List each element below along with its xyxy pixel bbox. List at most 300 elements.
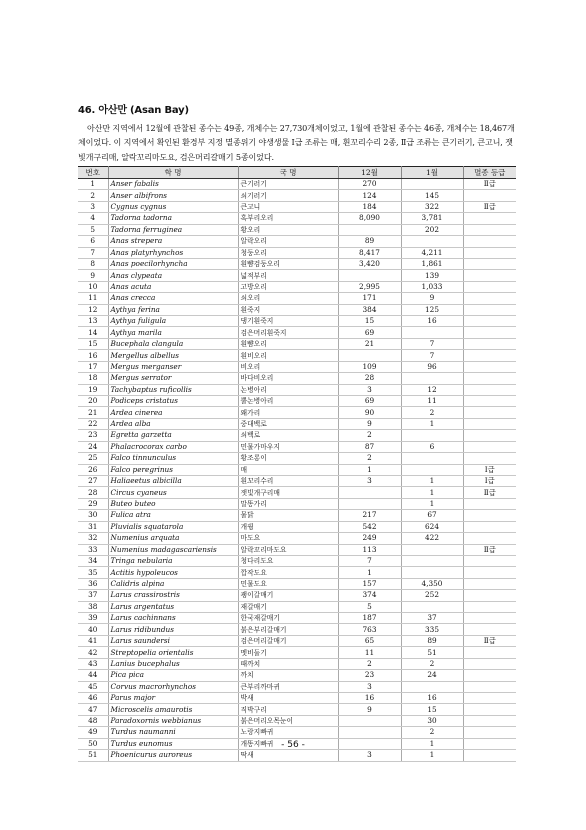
- table-row: [78, 350, 516, 361]
- cell-scientific-name: Aythya fuligula: [108, 316, 238, 327]
- cell-endangered-grade: [463, 692, 516, 703]
- cell-december-count: 9: [338, 418, 401, 429]
- cell-january-count: 2: [401, 727, 463, 738]
- cell-endangered-grade: [463, 407, 516, 418]
- cell-korean-name: 논병아리: [238, 384, 338, 395]
- cell-number: 50: [78, 738, 108, 749]
- cell-number: 14: [78, 327, 108, 338]
- cell-endangered-grade: [463, 236, 516, 247]
- table-row: [78, 692, 516, 703]
- cell-january-count: 335: [401, 624, 463, 635]
- table-row: [78, 304, 516, 315]
- cell-december-count: 8,090: [338, 213, 401, 224]
- cell-endangered-grade: Ⅱ급: [463, 487, 516, 498]
- table-row: [78, 567, 516, 578]
- cell-december-count: 157: [338, 578, 401, 589]
- table-row: [78, 704, 516, 715]
- table-row: [78, 270, 516, 281]
- table-row: [78, 407, 516, 418]
- cell-endangered-grade: [463, 590, 516, 601]
- cell-number: 40: [78, 624, 108, 635]
- cell-korean-name: 황조롱이: [238, 453, 338, 464]
- cell-endangered-grade: [463, 555, 516, 566]
- cell-korean-name: 쇠기러기: [238, 190, 338, 201]
- cell-december-count: 7: [338, 555, 401, 566]
- cell-january-count: 1,861: [401, 258, 463, 269]
- table-row: [78, 418, 516, 429]
- cell-endangered-grade: [463, 453, 516, 464]
- cell-number: 6: [78, 236, 108, 247]
- table-row: [78, 750, 516, 761]
- cell-scientific-name: Falco peregrinus: [108, 464, 238, 475]
- cell-january-count: 1: [401, 475, 463, 486]
- cell-korean-name: 때까치: [238, 658, 338, 669]
- cell-korean-name: 큰부리까마귀: [238, 681, 338, 692]
- cell-number: 11: [78, 293, 108, 304]
- table-row: [78, 384, 516, 395]
- table-row: [78, 635, 516, 646]
- table-row: [78, 373, 516, 384]
- header-endangered-grade: 멸종 등급: [463, 167, 516, 179]
- cell-endangered-grade: [463, 361, 516, 372]
- cell-january-count: 24: [401, 670, 463, 681]
- table-row: [78, 613, 516, 624]
- cell-korean-name: 개꿩: [238, 521, 338, 532]
- cell-scientific-name: Bucephala clangula: [108, 338, 238, 349]
- cell-number: 8: [78, 258, 108, 269]
- cell-december-count: 184: [338, 201, 401, 212]
- table-row: [78, 715, 516, 726]
- cell-endangered-grade: [463, 681, 516, 692]
- cell-korean-name: 마도요: [238, 533, 338, 544]
- cell-endangered-grade: [463, 350, 516, 361]
- cell-scientific-name: Tadorna tadorna: [108, 213, 238, 224]
- cell-december-count: 2: [338, 430, 401, 441]
- cell-scientific-name: Egretta garzetta: [108, 430, 238, 441]
- cell-scientific-name: Aythya marila: [108, 327, 238, 338]
- cell-december-count: 1: [338, 567, 401, 578]
- cell-korean-name: 멧비둘기: [238, 647, 338, 658]
- cell-january-count: 30: [401, 715, 463, 726]
- cell-december-count: 23: [338, 670, 401, 681]
- cell-january-count: 96: [401, 361, 463, 372]
- cell-january-count: 15: [401, 704, 463, 715]
- table-row: [78, 544, 516, 555]
- cell-number: 16: [78, 350, 108, 361]
- cell-endangered-grade: [463, 441, 516, 452]
- cell-december-count: 9: [338, 704, 401, 715]
- cell-number: 17: [78, 361, 108, 372]
- cell-endangered-grade: [463, 658, 516, 669]
- cell-endangered-grade: [463, 418, 516, 429]
- cell-scientific-name: Paradoxornis webbianus: [108, 715, 238, 726]
- cell-korean-name: 중대백로: [238, 418, 338, 429]
- cell-endangered-grade: [463, 613, 516, 624]
- cell-december-count: 384: [338, 304, 401, 315]
- cell-number: 13: [78, 316, 108, 327]
- cell-endangered-grade: [463, 510, 516, 521]
- cell-scientific-name: Streptopelia orientalis: [108, 647, 238, 658]
- cell-december-count: 28: [338, 373, 401, 384]
- table-row: [78, 327, 516, 338]
- cell-december-count: 763: [338, 624, 401, 635]
- cell-january-count: 1: [401, 418, 463, 429]
- table-row: [78, 236, 516, 247]
- cell-korean-name: 재갈매기: [238, 601, 338, 612]
- cell-korean-name: 까치: [238, 670, 338, 681]
- table-row: [78, 293, 516, 304]
- cell-number: 44: [78, 670, 108, 681]
- cell-scientific-name: Haliaeetus albicilla: [108, 475, 238, 486]
- cell-korean-name: 말똥가리: [238, 498, 338, 509]
- table-row: [78, 201, 516, 212]
- cell-scientific-name: Pluvialis squatarola: [108, 521, 238, 532]
- cell-endangered-grade: [463, 338, 516, 349]
- table-row: [78, 578, 516, 589]
- cell-korean-name: 흰뺨오리: [238, 338, 338, 349]
- table-row: [78, 213, 516, 224]
- cell-january-count: 202: [401, 224, 463, 235]
- table-row: [78, 316, 516, 327]
- cell-korean-name: 잿빛개구리매: [238, 487, 338, 498]
- cell-december-count: 1: [338, 464, 401, 475]
- cell-number: 15: [78, 338, 108, 349]
- cell-december-count: 3: [338, 384, 401, 395]
- table-row: [78, 338, 516, 349]
- cell-january-count: 1: [401, 750, 463, 761]
- cell-december-count: [338, 270, 401, 281]
- cell-number: 48: [78, 715, 108, 726]
- cell-korean-name: 물닭: [238, 510, 338, 521]
- cell-number: 46: [78, 692, 108, 703]
- cell-scientific-name: Anser fabalis: [108, 179, 238, 190]
- cell-number: 32: [78, 533, 108, 544]
- table-row: [78, 510, 516, 521]
- cell-number: 21: [78, 407, 108, 418]
- summary-paragraph: [78, 121, 518, 164]
- table-header-row: [78, 167, 516, 179]
- cell-korean-name: 붉은부리갈매기: [238, 624, 338, 635]
- cell-number: 31: [78, 521, 108, 532]
- cell-scientific-name: Anas poecilorhyncha: [108, 258, 238, 269]
- cell-scientific-name: Microscelis amaurotis: [108, 704, 238, 715]
- cell-january-count: 3,781: [401, 213, 463, 224]
- cell-january-count: 9: [401, 293, 463, 304]
- cell-korean-name: 비오리: [238, 361, 338, 372]
- cell-endangered-grade: [463, 396, 516, 407]
- table-row: [78, 555, 516, 566]
- cell-number: 34: [78, 555, 108, 566]
- cell-korean-name: 고방오리: [238, 281, 338, 292]
- cell-number: 39: [78, 613, 108, 624]
- cell-number: 3: [78, 201, 108, 212]
- cell-endangered-grade: [463, 373, 516, 384]
- summary-text: 아산만 지역에서 12월에 관찰된 종수는 49종, 개체수는 27,730개체이었고, 1월에 관찰된 종수는 46종, 개체수는 18,467개체이었다. 이 지역에서 확인된 환경부 지정 멸종위기 야생생물 Ⅰ급 조류는 매, 흰꼬리수리 2종, Ⅱ급 조류는 큰기러기, 큰고니, 잿빛개구리매, 알락꼬리마도요, 검은머리갈매기 5종이었다.: [78, 123, 515, 162]
- cell-number: 35: [78, 567, 108, 578]
- table-row: [78, 464, 516, 475]
- cell-december-count: 21: [338, 338, 401, 349]
- cell-endangered-grade: [463, 521, 516, 532]
- cell-scientific-name: Turdus naumanni: [108, 727, 238, 738]
- cell-endangered-grade: [463, 704, 516, 715]
- cell-endangered-grade: [463, 316, 516, 327]
- cell-number: 30: [78, 510, 108, 521]
- cell-january-count: 2: [401, 407, 463, 418]
- cell-endangered-grade: [463, 601, 516, 612]
- cell-december-count: 3: [338, 475, 401, 486]
- cell-december-count: [338, 350, 401, 361]
- cell-scientific-name: Anas strepera: [108, 236, 238, 247]
- cell-january-count: 6: [401, 441, 463, 452]
- cell-scientific-name: Numenius arquata: [108, 533, 238, 544]
- cell-december-count: 113: [338, 544, 401, 555]
- cell-korean-name: 큰기러기: [238, 179, 338, 190]
- cell-january-count: [401, 464, 463, 475]
- cell-korean-name: 괭이갈매기: [238, 590, 338, 601]
- cell-number: 41: [78, 635, 108, 646]
- cell-scientific-name: Ardea alba: [108, 418, 238, 429]
- section-heading: 46. 아산만 (Asan Bay): [78, 105, 189, 116]
- cell-january-count: [401, 373, 463, 384]
- cell-korean-name: 붉은머리오목눈이: [238, 715, 338, 726]
- table-row: [78, 658, 516, 669]
- cell-scientific-name: Falco tinnunculus: [108, 453, 238, 464]
- cell-scientific-name: Corvus macrorhynchos: [108, 681, 238, 692]
- cell-january-count: 1: [401, 487, 463, 498]
- table-row: [78, 396, 516, 407]
- cell-endangered-grade: [463, 304, 516, 315]
- cell-scientific-name: Larus cachinnans: [108, 613, 238, 624]
- cell-december-count: [338, 498, 401, 509]
- bird-observation-table: [78, 166, 516, 762]
- cell-number: 29: [78, 498, 108, 509]
- cell-january-count: [401, 681, 463, 692]
- cell-endangered-grade: Ⅰ급: [463, 464, 516, 475]
- cell-korean-name: 알락오리: [238, 236, 338, 247]
- cell-january-count: 4,211: [401, 247, 463, 258]
- cell-january-count: 11: [401, 396, 463, 407]
- cell-number: 51: [78, 750, 108, 761]
- cell-number: 25: [78, 453, 108, 464]
- cell-korean-name: 쇠오리: [238, 293, 338, 304]
- cell-number: 26: [78, 464, 108, 475]
- cell-january-count: [401, 567, 463, 578]
- cell-january-count: 252: [401, 590, 463, 601]
- cell-december-count: 2,995: [338, 281, 401, 292]
- cell-endangered-grade: Ⅱ급: [463, 544, 516, 555]
- table-row: [78, 430, 516, 441]
- cell-endangered-grade: [463, 533, 516, 544]
- cell-january-count: 624: [401, 521, 463, 532]
- cell-endangered-grade: Ⅱ급: [463, 201, 516, 212]
- cell-december-count: 187: [338, 613, 401, 624]
- cell-korean-name: 바다비오리: [238, 373, 338, 384]
- cell-january-count: 37: [401, 613, 463, 624]
- table-row: [78, 521, 516, 532]
- cell-scientific-name: Calidris alpina: [108, 578, 238, 589]
- cell-december-count: 15: [338, 316, 401, 327]
- cell-korean-name: 큰고니: [238, 201, 338, 212]
- cell-number: 24: [78, 441, 108, 452]
- cell-scientific-name: Larus argentatus: [108, 601, 238, 612]
- cell-december-count: 217: [338, 510, 401, 521]
- cell-january-count: 1,033: [401, 281, 463, 292]
- cell-december-count: 89: [338, 236, 401, 247]
- cell-endangered-grade: [463, 258, 516, 269]
- cell-december-count: [338, 224, 401, 235]
- cell-december-count: [338, 727, 401, 738]
- cell-endangered-grade: [463, 293, 516, 304]
- table-row: [78, 670, 516, 681]
- cell-january-count: 322: [401, 201, 463, 212]
- table-row: [78, 179, 516, 190]
- header-scientific-name: 학 명: [108, 167, 238, 179]
- cell-december-count: 374: [338, 590, 401, 601]
- cell-january-count: 1: [401, 738, 463, 749]
- cell-december-count: 542: [338, 521, 401, 532]
- cell-december-count: [338, 487, 401, 498]
- cell-scientific-name: Podiceps cristatus: [108, 396, 238, 407]
- cell-january-count: 7: [401, 338, 463, 349]
- cell-january-count: [401, 236, 463, 247]
- cell-scientific-name: Mergus merganser: [108, 361, 238, 372]
- cell-endangered-grade: [463, 430, 516, 441]
- cell-number: 33: [78, 544, 108, 555]
- page-number: - 56 -: [281, 740, 305, 750]
- cell-january-count: 139: [401, 270, 463, 281]
- cell-number: 27: [78, 475, 108, 486]
- cell-endangered-grade: [463, 647, 516, 658]
- cell-korean-name: 알락꼬리마도요: [238, 544, 338, 555]
- cell-korean-name: 한국재갈매기: [238, 613, 338, 624]
- cell-scientific-name: Larus crassirostris: [108, 590, 238, 601]
- cell-scientific-name: Numenius madagascariensis: [108, 544, 238, 555]
- cell-endangered-grade: [463, 384, 516, 395]
- cell-number: 10: [78, 281, 108, 292]
- cell-number: 36: [78, 578, 108, 589]
- cell-endangered-grade: [463, 624, 516, 635]
- table-row: [78, 590, 516, 601]
- cell-scientific-name: Buteo buteo: [108, 498, 238, 509]
- cell-korean-name: 깝작도요: [238, 567, 338, 578]
- cell-january-count: 16: [401, 316, 463, 327]
- cell-january-count: [401, 179, 463, 190]
- cell-january-count: 145: [401, 190, 463, 201]
- cell-korean-name: 뿔논병아리: [238, 396, 338, 407]
- cell-scientific-name: Pica pica: [108, 670, 238, 681]
- table-row: [78, 453, 516, 464]
- cell-scientific-name: Larus ridibundus: [108, 624, 238, 635]
- cell-korean-name: 흰꼬리수리: [238, 475, 338, 486]
- cell-number: 9: [78, 270, 108, 281]
- cell-january-count: [401, 453, 463, 464]
- cell-endangered-grade: [463, 213, 516, 224]
- table-row: [78, 247, 516, 258]
- cell-korean-name: 개똥지빠귀: [238, 738, 338, 749]
- table-row: [78, 475, 516, 486]
- cell-scientific-name: Anas clypeata: [108, 270, 238, 281]
- cell-korean-name: 직박구리: [238, 704, 338, 715]
- cell-scientific-name: Phalacrocorax carbo: [108, 441, 238, 452]
- cell-korean-name: 청다리도요: [238, 555, 338, 566]
- cell-scientific-name: Turdus eunomus: [108, 738, 238, 749]
- cell-scientific-name: Mergus serrator: [108, 373, 238, 384]
- header-korean-name: 국 명: [238, 167, 338, 179]
- cell-scientific-name: Phoenicurus auroreus: [108, 750, 238, 761]
- cell-january-count: 16: [401, 692, 463, 703]
- cell-number: 20: [78, 396, 108, 407]
- cell-december-count: 69: [338, 327, 401, 338]
- cell-december-count: 5: [338, 601, 401, 612]
- cell-endangered-grade: [463, 727, 516, 738]
- cell-january-count: 7: [401, 350, 463, 361]
- cell-korean-name: 흰비오리: [238, 350, 338, 361]
- cell-endangered-grade: [463, 327, 516, 338]
- cell-january-count: 51: [401, 647, 463, 658]
- table-row: [78, 361, 516, 372]
- header-number: 번호: [78, 167, 108, 179]
- cell-korean-name: 넓적부리: [238, 270, 338, 281]
- cell-number: 4: [78, 213, 108, 224]
- cell-number: 45: [78, 681, 108, 692]
- cell-endangered-grade: [463, 670, 516, 681]
- cell-endangered-grade: [463, 750, 516, 761]
- cell-endangered-grade: Ⅰ급: [463, 475, 516, 486]
- cell-january-count: 4,350: [401, 578, 463, 589]
- cell-december-count: 87: [338, 441, 401, 452]
- cell-endangered-grade: [463, 190, 516, 201]
- cell-number: 18: [78, 373, 108, 384]
- cell-number: 22: [78, 418, 108, 429]
- cell-number: 47: [78, 704, 108, 715]
- cell-january-count: 125: [401, 304, 463, 315]
- cell-december-count: 3: [338, 681, 401, 692]
- cell-december-count: 16: [338, 692, 401, 703]
- cell-december-count: 249: [338, 533, 401, 544]
- cell-january-count: 12: [401, 384, 463, 395]
- cell-endangered-grade: [463, 715, 516, 726]
- cell-number: 5: [78, 224, 108, 235]
- cell-december-count: 2: [338, 658, 401, 669]
- table-row: [78, 533, 516, 544]
- cell-scientific-name: Circus cyaneus: [108, 487, 238, 498]
- cell-scientific-name: Lanius bucephalus: [108, 658, 238, 669]
- cell-korean-name: 노랑지빠귀: [238, 727, 338, 738]
- cell-scientific-name: Actitis hypoleucos: [108, 567, 238, 578]
- cell-december-count: 2: [338, 453, 401, 464]
- cell-scientific-name: Anas crecca: [108, 293, 238, 304]
- table-row: [78, 624, 516, 635]
- cell-korean-name: 혹부리오리: [238, 213, 338, 224]
- cell-number: 49: [78, 727, 108, 738]
- cell-number: 43: [78, 658, 108, 669]
- cell-endangered-grade: Ⅱ급: [463, 635, 516, 646]
- cell-scientific-name: Parus major: [108, 692, 238, 703]
- cell-december-count: 171: [338, 293, 401, 304]
- table-row: [78, 727, 516, 738]
- cell-number: 7: [78, 247, 108, 258]
- cell-endangered-grade: [463, 224, 516, 235]
- cell-january-count: 67: [401, 510, 463, 521]
- cell-endangered-grade: Ⅱ급: [463, 179, 516, 190]
- cell-january-count: 89: [401, 635, 463, 646]
- cell-scientific-name: Aythya ferina: [108, 304, 238, 315]
- table-row: [78, 441, 516, 452]
- cell-december-count: 69: [338, 396, 401, 407]
- cell-december-count: 11: [338, 647, 401, 658]
- cell-january-count: [401, 327, 463, 338]
- cell-december-count: [338, 715, 401, 726]
